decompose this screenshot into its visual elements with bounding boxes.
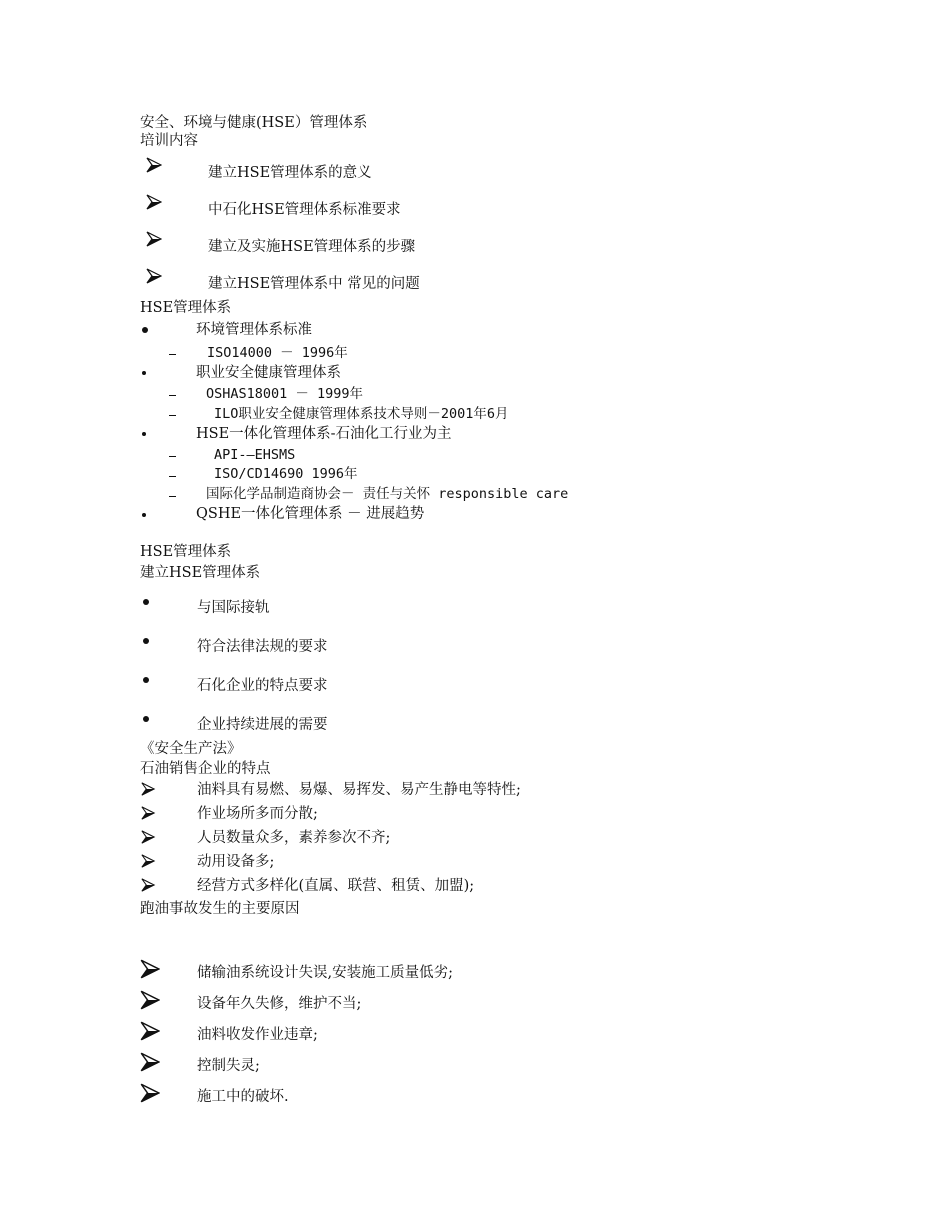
dash-icon <box>169 354 176 355</box>
s4-item: 经营方式多样化(直属、联营、租赁、加盟); <box>197 878 475 894</box>
arrow-bullet-icon <box>140 1021 160 1041</box>
s2-subitem: 国际化学品制造商协会－ 责任与关怀 responsible care <box>206 486 569 502</box>
arrow-bullet-icon <box>140 830 156 844</box>
s1-item: 建立HSE管理体系中 常见的问题 <box>208 276 420 292</box>
section4-subtitle: 石油销售企业的特点 <box>140 761 271 777</box>
bullet-icon <box>143 638 149 644</box>
s5-item: 控制失灵; <box>197 1058 260 1074</box>
arrow-bullet-icon <box>140 1083 160 1103</box>
dash-icon <box>169 395 176 396</box>
dash-icon <box>169 415 176 416</box>
s2-subitem: ISO14000 － 1996年 <box>207 345 348 361</box>
s1-item: 建立及实施HSE管理体系的步骤 <box>208 239 416 255</box>
arrow-bullet-icon <box>146 228 162 250</box>
s5-item: 设备年久失修，维护不当; <box>197 996 362 1012</box>
s5-item: 储输油系统设计失误,安装施工质量低劣; <box>197 965 453 981</box>
s2-bullet: 职业安全健康管理体系 <box>196 365 341 381</box>
s4-item: 作业场所多而分散; <box>197 806 318 822</box>
bullet-icon <box>142 432 146 436</box>
s4-item: 动用设备多; <box>197 854 275 870</box>
s2-bullet: QSHE一体化管理体系 － 进展趋势 <box>196 506 425 522</box>
arrow-bullet-icon <box>140 990 160 1010</box>
section3-subtitle: 建立HSE管理体系 <box>140 565 261 581</box>
bullet-icon <box>143 599 149 605</box>
bullet-icon <box>143 716 149 722</box>
s5-item: 油料收发作业违章; <box>197 1027 318 1043</box>
section1-title: 安全、环境与健康(HSE）管理体系 <box>140 115 368 131</box>
dash-icon <box>169 496 176 497</box>
arrow-bullet-icon <box>146 154 162 176</box>
arrow-bullet-icon <box>146 191 162 213</box>
s2-bullet: HSE一体化管理体系-石油化工行业为主 <box>196 426 452 442</box>
arrow-bullet-icon <box>140 806 156 820</box>
s3-item: 企业持续进展的需要 <box>197 717 328 733</box>
s1-item: 中石化HSE管理体系标准要求 <box>208 202 401 218</box>
s3-item: 与国际接轨 <box>197 600 270 616</box>
section4-title: 《安全生产法》 <box>140 741 242 757</box>
s2-bullet: 环境管理体系标准 <box>196 322 312 338</box>
arrow-bullet-icon <box>146 265 162 287</box>
s4-item: 人员数量众多，素养参次不齐; <box>197 830 391 846</box>
section3-title: HSE管理体系 <box>140 544 232 560</box>
s2-subitem: ISO/CD14690 1996年 <box>214 466 358 482</box>
section2-title: HSE管理体系 <box>140 300 232 316</box>
s4-item: 油料具有易燃、易爆、易挥发、易产生静电等特性; <box>197 782 521 798</box>
bullet-icon <box>142 371 146 375</box>
s3-item: 符合法律法规的要求 <box>197 639 328 655</box>
arrow-bullet-icon <box>140 782 156 796</box>
s2-subitem: ILO职业安全健康管理体系技术导则－2001年6月 <box>214 406 509 422</box>
bullet-icon <box>142 327 148 333</box>
dash-icon <box>169 456 176 457</box>
s5-item: 施工中的破坏. <box>197 1089 289 1105</box>
section5-title: 跑油事故发生的主要原因 <box>140 901 300 917</box>
arrow-bullet-icon <box>140 854 156 868</box>
arrow-bullet-icon <box>140 1052 160 1072</box>
dash-icon <box>169 476 176 477</box>
s2-subitem: API-—EHSMS <box>214 447 296 463</box>
s1-item: 建立HSE管理体系的意义 <box>208 165 372 181</box>
bullet-icon <box>142 513 146 517</box>
s3-item: 石化企业的特点要求 <box>197 678 328 694</box>
s2-subitem: OSHAS18001 － 1999年 <box>206 386 364 402</box>
arrow-bullet-icon <box>140 878 156 892</box>
arrow-bullet-icon <box>140 959 160 979</box>
bullet-icon <box>143 677 149 683</box>
section1-subtitle: 培训内容 <box>140 133 198 149</box>
